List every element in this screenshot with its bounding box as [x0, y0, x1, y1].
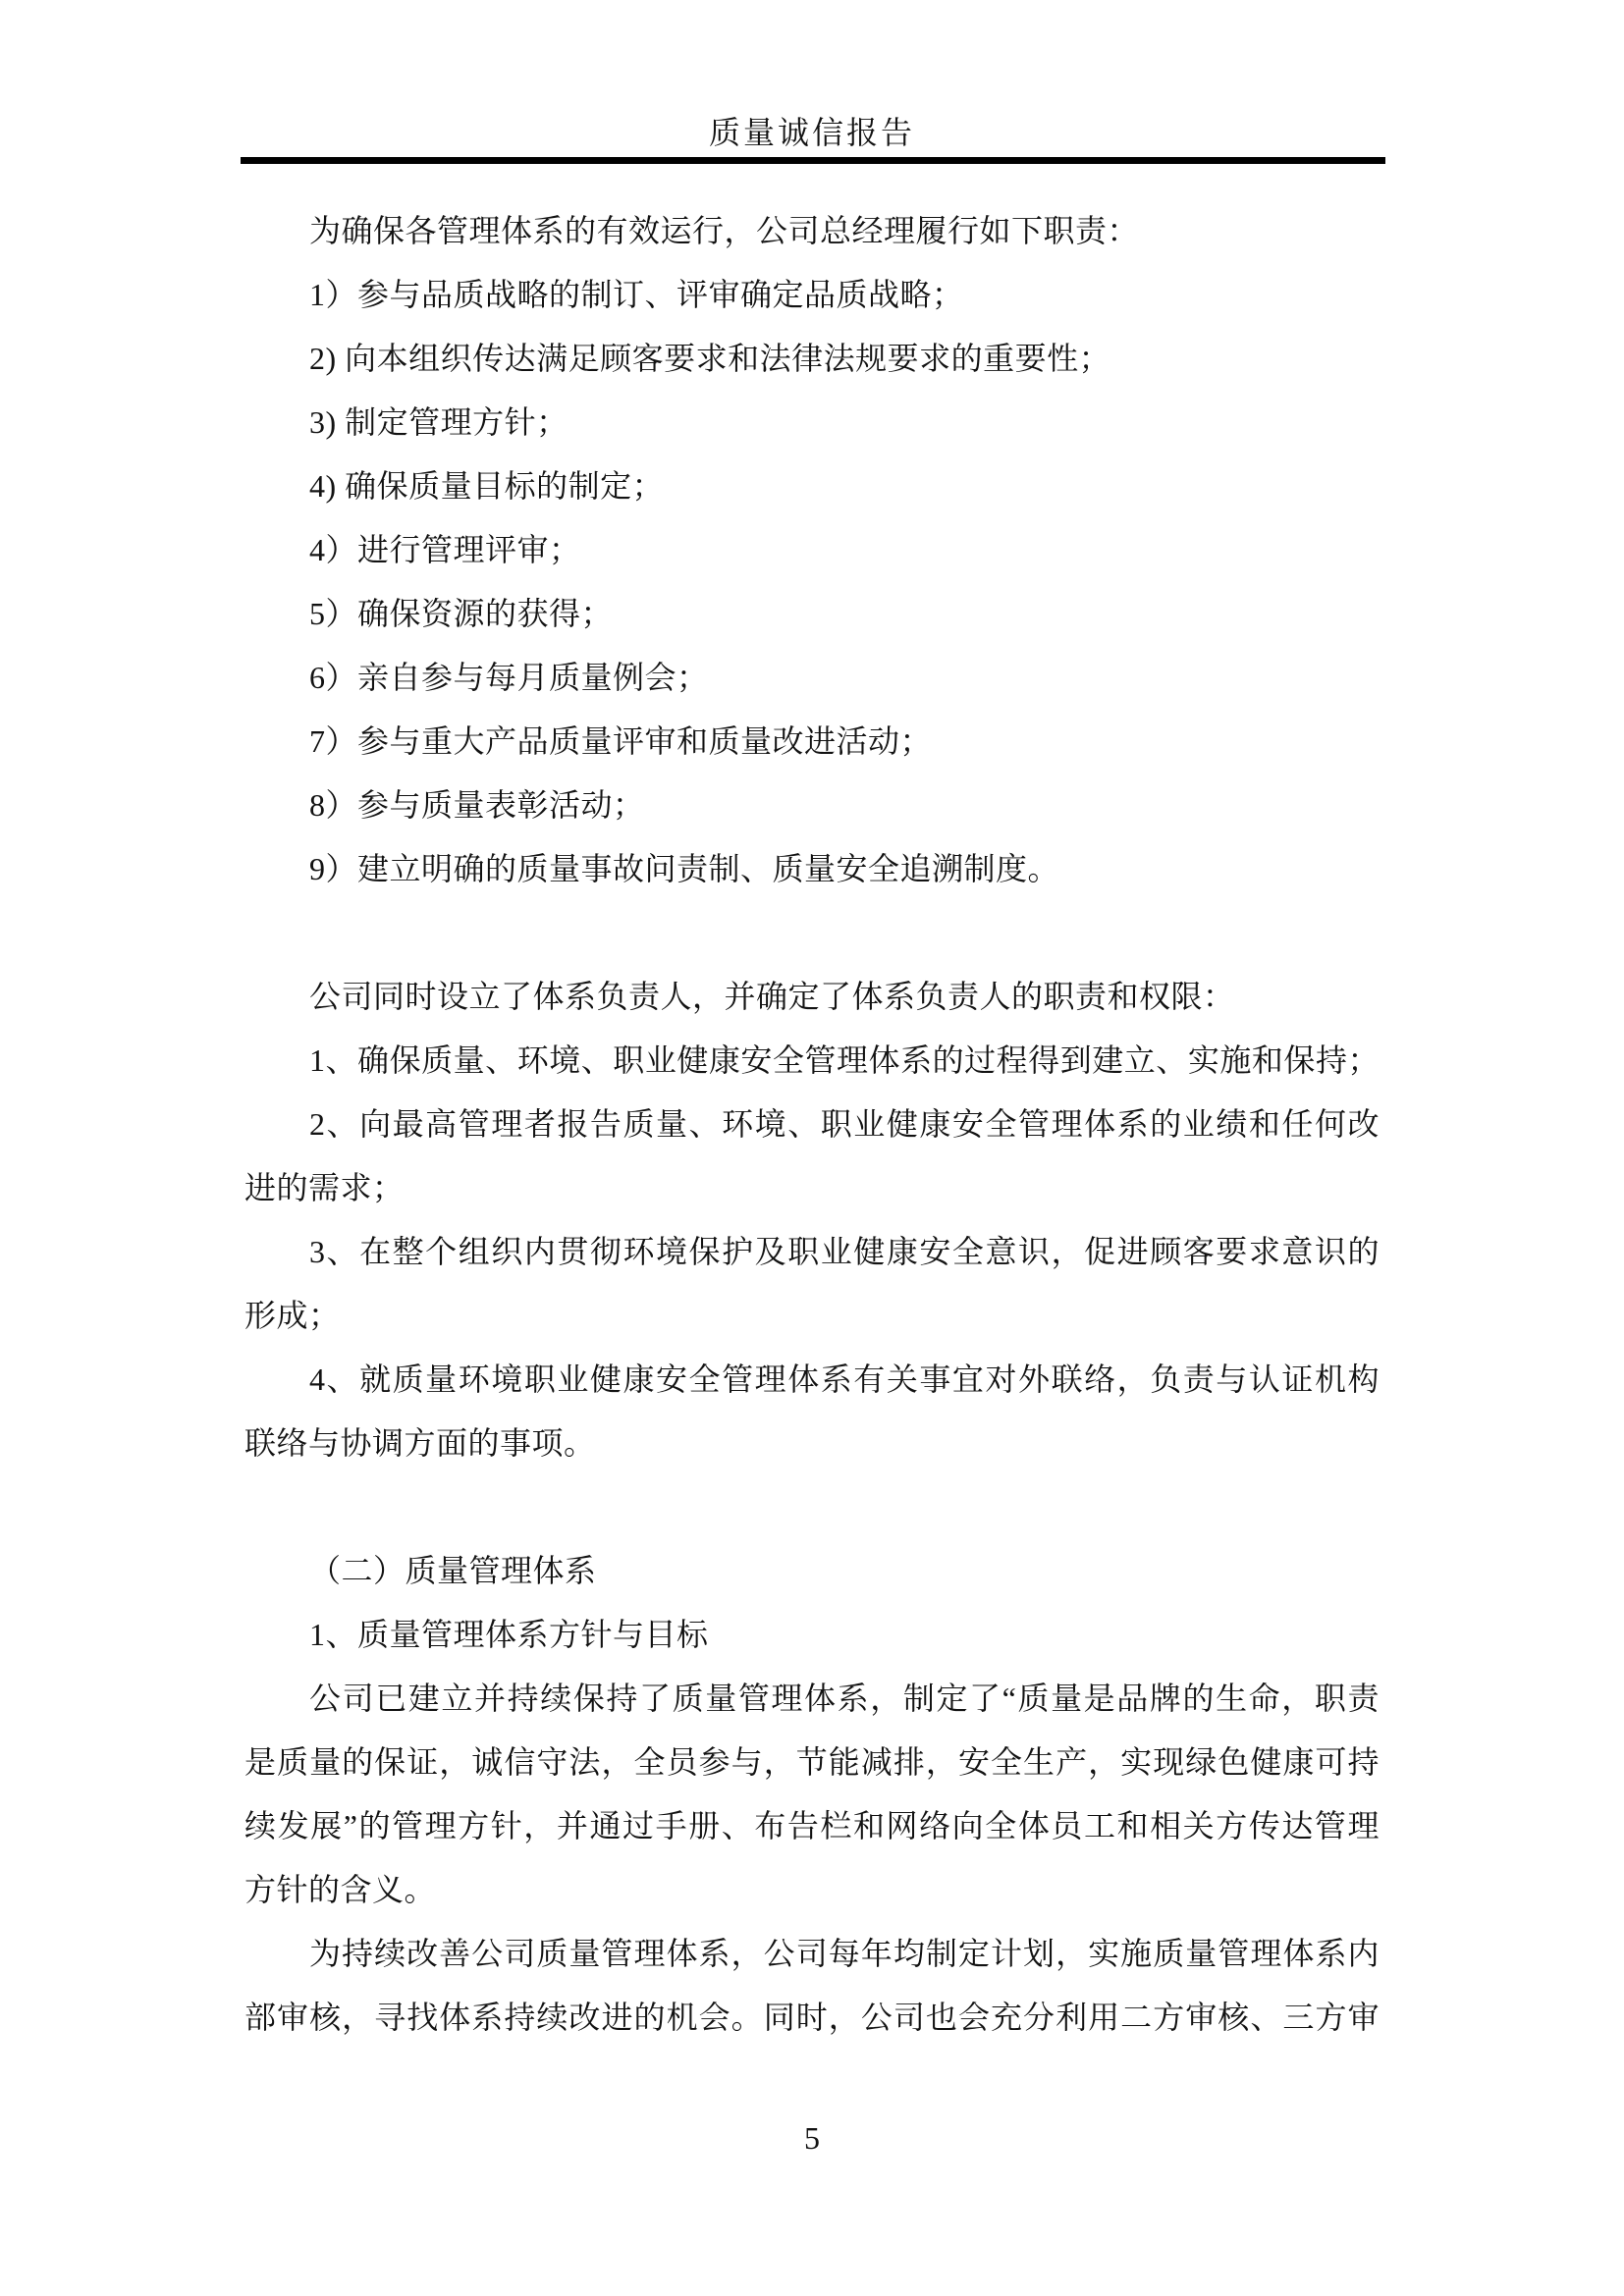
continuation-line: 形成； — [244, 1298, 341, 1333]
page-number: 5 — [804, 2120, 820, 2156]
duty-list-item: 4) 确保质量目标的制定； — [309, 468, 665, 504]
duty-list-item: 6）亲自参与每月质量例会； — [309, 660, 709, 695]
subsection-heading: 1、质量管理体系方针与目标 — [309, 1617, 709, 1652]
duty-list-item: 5）确保资源的获得； — [309, 596, 614, 631]
paragraph-line: 部审核，寻找体系持续改进的机会。同时，公司也会充分利用二方审核、三方审 — [244, 2000, 1380, 2035]
document-body — [244, 199, 1380, 2050]
section-heading: （二）质量管理体系 — [309, 1553, 597, 1588]
duty-list-item: 3) 制定管理方针； — [309, 404, 568, 440]
paragraph-line: 续发展”的管理方针，并通过手册、布告栏和网络向全体员工和相关方传达管理 — [244, 1808, 1380, 1843]
page-header-title: 质量诚信报告 — [708, 115, 915, 150]
paragraph-line: 是质量的保证，诚信守法，全员参与，节能减排，安全生产，实现绿色健康可持 — [244, 1744, 1380, 1780]
continuation-line: 进的需求； — [244, 1170, 405, 1205]
duty-list-item: 2) 向本组织传达满足顾客要求和法律法规要求的重要性； — [309, 341, 1111, 376]
duty-list-item: 4）进行管理评审； — [309, 532, 581, 567]
paragraph-line: 为持续改善公司质量管理体系，公司每年均制定计划，实施质量管理体系内 — [309, 1936, 1380, 1971]
paragraph-line: 为确保各管理体系的有效运行，公司总经理履行如下职责： — [309, 213, 1140, 248]
responsibility-list-item: 4、就质量环境职业健康安全管理体系有关事宜对外联络，负责与认证机构 — [309, 1362, 1380, 1397]
paragraph-line: 公司已建立并持续保持了质量管理体系，制定了“质量是品牌的生命，职责 — [309, 1681, 1380, 1716]
paragraph-line: 方针的含义。 — [244, 1872, 437, 1907]
responsibility-list-item: 1、确保质量、环境、职业健康安全管理体系的过程得到建立、实施和保持； — [309, 1042, 1380, 1078]
duty-list-item: 8）参与质量表彰活动； — [309, 787, 645, 823]
duty-list-item: 9）建立明确的质量事故问责制、质量安全追溯制度。 — [309, 851, 1060, 886]
continuation-line: 联络与协调方面的事项。 — [244, 1425, 596, 1461]
header-divider — [241, 157, 1385, 164]
paragraph-line: 公司同时设立了体系负责人，并确定了体系负责人的职责和权限： — [309, 979, 1235, 1014]
duty-list-item: 7）参与重大产品质量评审和质量改进活动； — [309, 723, 933, 759]
duty-list-item: 1）参与品质战略的制订、评审确定品质战略； — [309, 277, 964, 312]
responsibility-list-item: 2、向最高管理者报告质量、环境、职业健康安全管理体系的业绩和任何改 — [309, 1106, 1380, 1142]
responsibility-list-item: 3、在整个组织内贯彻环境保护及职业健康安全意识，促进顾客要求意识的 — [309, 1234, 1380, 1269]
